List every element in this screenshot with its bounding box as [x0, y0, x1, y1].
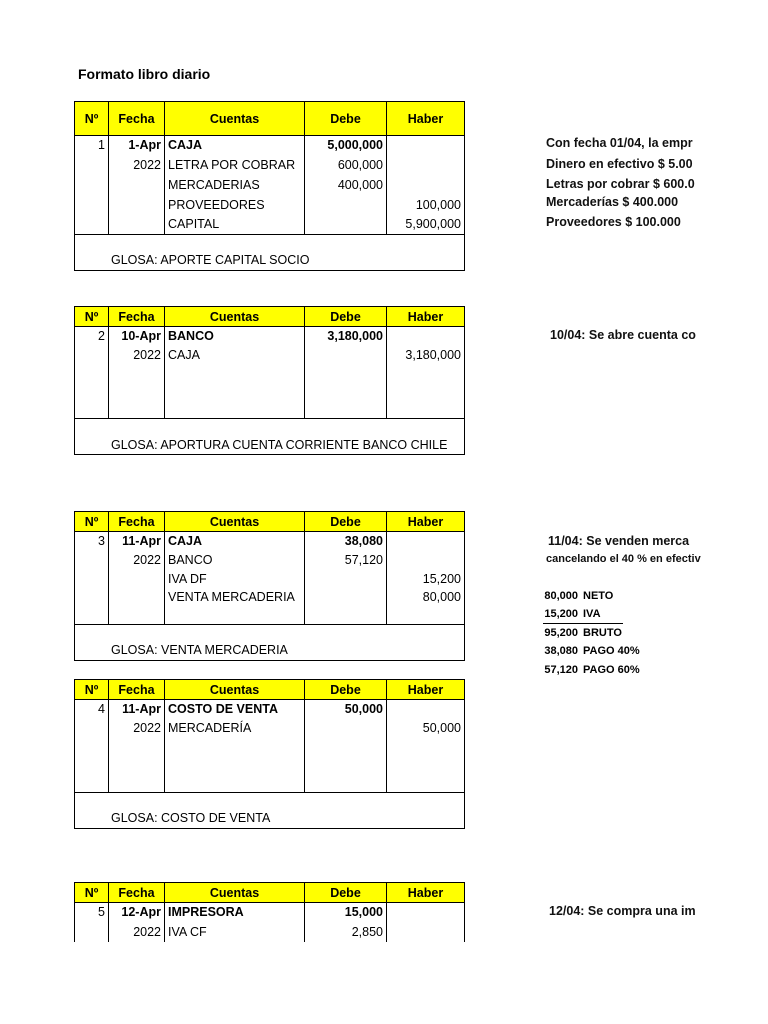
header-fecha: Fecha — [109, 102, 165, 136]
credit — [387, 327, 465, 345]
header-cuentas: Cuentas — [165, 883, 305, 903]
debit — [305, 588, 387, 607]
credit — [387, 532, 465, 551]
entry-number: 1 — [75, 136, 109, 155]
debit — [305, 570, 387, 588]
credit: 3,180,000 — [387, 345, 465, 365]
page-title: Formato libro diario — [78, 66, 211, 82]
entry-year: 2022 — [109, 922, 165, 942]
header-debe: Debe — [305, 512, 387, 532]
header-debe: Debe — [305, 307, 387, 327]
calc-sum-line — [543, 623, 623, 624]
glosa: GLOSA: APORTURA CUENTA CORRIENTE BANCO CHILE — [75, 419, 465, 455]
note-entry-1-line-5: Proveedores $ 100.000 — [546, 215, 681, 229]
debit — [305, 215, 387, 235]
table-row — [75, 718, 465, 738]
note-entry-1-line-2: Dinero en efectivo $ 5.00 — [546, 157, 693, 171]
credit: 50,000 — [387, 718, 465, 738]
entry-year: 2022 — [109, 718, 165, 738]
entry-number: 3 — [75, 532, 109, 551]
debit: 3,180,000 — [305, 327, 387, 345]
calc-row — [498, 627, 622, 639]
credit — [387, 136, 465, 155]
header-haber: Haber — [387, 102, 465, 136]
calc-row — [498, 645, 640, 657]
debit — [305, 345, 387, 365]
account: CAJA — [165, 345, 305, 365]
header-haber: Haber — [387, 883, 465, 903]
calc-value: 15,200 — [544, 608, 578, 620]
debit: 15,000 — [305, 903, 387, 922]
glosa: GLOSA: VENTA MERCADERIA — [75, 625, 465, 661]
calc-label: PAGO 40% — [583, 645, 640, 657]
calc-value: 57,120 — [544, 664, 578, 676]
table-row — [75, 345, 465, 365]
journal-entry-3 — [74, 511, 465, 661]
debit — [305, 718, 387, 738]
header-fecha: Fecha — [109, 307, 165, 327]
note-entry-3: 11/04: Se venden merca — [548, 534, 690, 548]
debit: 50,000 — [305, 700, 387, 718]
journal-entry-5 — [74, 882, 465, 942]
account: CAJA — [165, 136, 305, 155]
debit: 2,850 — [305, 922, 387, 942]
note-entry-1-line-1: Con fecha 01/04, la empr — [546, 136, 693, 150]
account: CAJA — [165, 532, 305, 551]
table-row — [75, 195, 465, 215]
entry-date: 11-Apr — [109, 700, 165, 718]
note-entry-1-line-4: Mercaderías $ 400.000 — [546, 195, 679, 209]
account: PROVEEDORES — [165, 195, 305, 215]
header-cuentas: Cuentas — [165, 102, 305, 136]
note-entry-5: 12/04: Se compra una im — [549, 904, 696, 918]
account: LETRA POR COBRAR — [165, 155, 305, 175]
calc-row — [498, 664, 640, 676]
credit — [387, 175, 465, 195]
journal-entry-2 — [74, 306, 465, 455]
header-haber: Haber — [387, 307, 465, 327]
credit: 15,200 — [387, 570, 465, 588]
entry-date: 10-Apr — [109, 327, 165, 345]
entry-date: 1-Apr — [109, 136, 165, 155]
header-n: Nº — [75, 512, 109, 532]
account: IVA DF — [165, 570, 305, 588]
entry-year: 2022 — [109, 345, 165, 365]
credit — [387, 155, 465, 175]
table-row — [75, 175, 465, 195]
calc-label: PAGO 60% — [583, 664, 640, 676]
table-row — [75, 551, 465, 570]
account: IMPRESORA — [165, 903, 305, 922]
account: MERCADERÍA — [165, 718, 305, 738]
credit — [387, 700, 465, 718]
glosa: GLOSA: APORTE CAPITAL SOCIO — [75, 235, 465, 271]
credit — [387, 551, 465, 570]
entry-year: 2022 — [109, 155, 165, 175]
calc-value: 38,080 — [544, 645, 578, 657]
header-debe: Debe — [305, 102, 387, 136]
header-haber: Haber — [387, 512, 465, 532]
calc-label: NETO — [583, 590, 614, 602]
calc-label: IVA — [583, 608, 601, 620]
credit — [387, 922, 465, 942]
table-row — [75, 215, 465, 235]
header-cuentas: Cuentas — [165, 512, 305, 532]
credit: 80,000 — [387, 588, 465, 607]
header-cuentas: Cuentas — [165, 307, 305, 327]
credit: 100,000 — [387, 195, 465, 215]
header-haber: Haber — [387, 680, 465, 700]
account: MERCADERIAS — [165, 175, 305, 195]
credit: 5,900,000 — [387, 215, 465, 235]
table-row — [75, 532, 465, 551]
note-entry-2: 10/04: Se abre cuenta co — [550, 328, 696, 342]
header-n: Nº — [75, 307, 109, 327]
note-entry-1-line-3: Letras por cobrar $ 600.0 — [546, 177, 695, 191]
table-row — [75, 903, 465, 922]
header-cuentas: Cuentas — [165, 680, 305, 700]
header-n: Nº — [75, 102, 109, 136]
table-row — [75, 700, 465, 718]
entry-number: 5 — [75, 903, 109, 922]
table-row — [75, 155, 465, 175]
header-fecha: Fecha — [109, 680, 165, 700]
debit: 57,120 — [305, 551, 387, 570]
header-fecha: Fecha — [109, 883, 165, 903]
debit — [305, 195, 387, 215]
table-row — [75, 570, 465, 588]
entry-number: 4 — [75, 700, 109, 718]
header-n: Nº — [75, 680, 109, 700]
header-debe: Debe — [305, 680, 387, 700]
debit: 600,000 — [305, 155, 387, 175]
table-row — [75, 136, 465, 155]
account: BANCO — [165, 551, 305, 570]
account: COSTO DE VENTA — [165, 700, 305, 718]
entry-date: 12-Apr — [109, 903, 165, 922]
glosa: GLOSA: COSTO DE VENTA — [75, 793, 465, 829]
journal-entry-4 — [74, 679, 465, 829]
journal-entry-1 — [74, 101, 465, 271]
calc-value: 95,200 — [544, 627, 578, 639]
debit: 400,000 — [305, 175, 387, 195]
entry-date: 11-Apr — [109, 532, 165, 551]
account: IVA CF — [165, 922, 305, 942]
calc-label: BRUTO — [583, 627, 622, 639]
note-entry-3-detail: cancelando el 40 % en efectiv — [546, 553, 701, 565]
entry-year: 2022 — [109, 551, 165, 570]
debit: 38,080 — [305, 532, 387, 551]
credit — [387, 903, 465, 922]
table-row — [75, 588, 465, 607]
table-row — [75, 327, 465, 345]
calc-row — [498, 608, 601, 620]
debit: 5,000,000 — [305, 136, 387, 155]
header-debe: Debe — [305, 883, 387, 903]
header-fecha: Fecha — [109, 512, 165, 532]
calc-value: 80,000 — [544, 590, 578, 602]
account: VENTA MERCADERIA — [165, 588, 305, 607]
account: BANCO — [165, 327, 305, 345]
entry-number: 2 — [75, 327, 109, 345]
header-n: Nº — [75, 883, 109, 903]
table-row — [75, 922, 465, 942]
account: CAPITAL — [165, 215, 305, 235]
calc-row — [498, 590, 613, 602]
